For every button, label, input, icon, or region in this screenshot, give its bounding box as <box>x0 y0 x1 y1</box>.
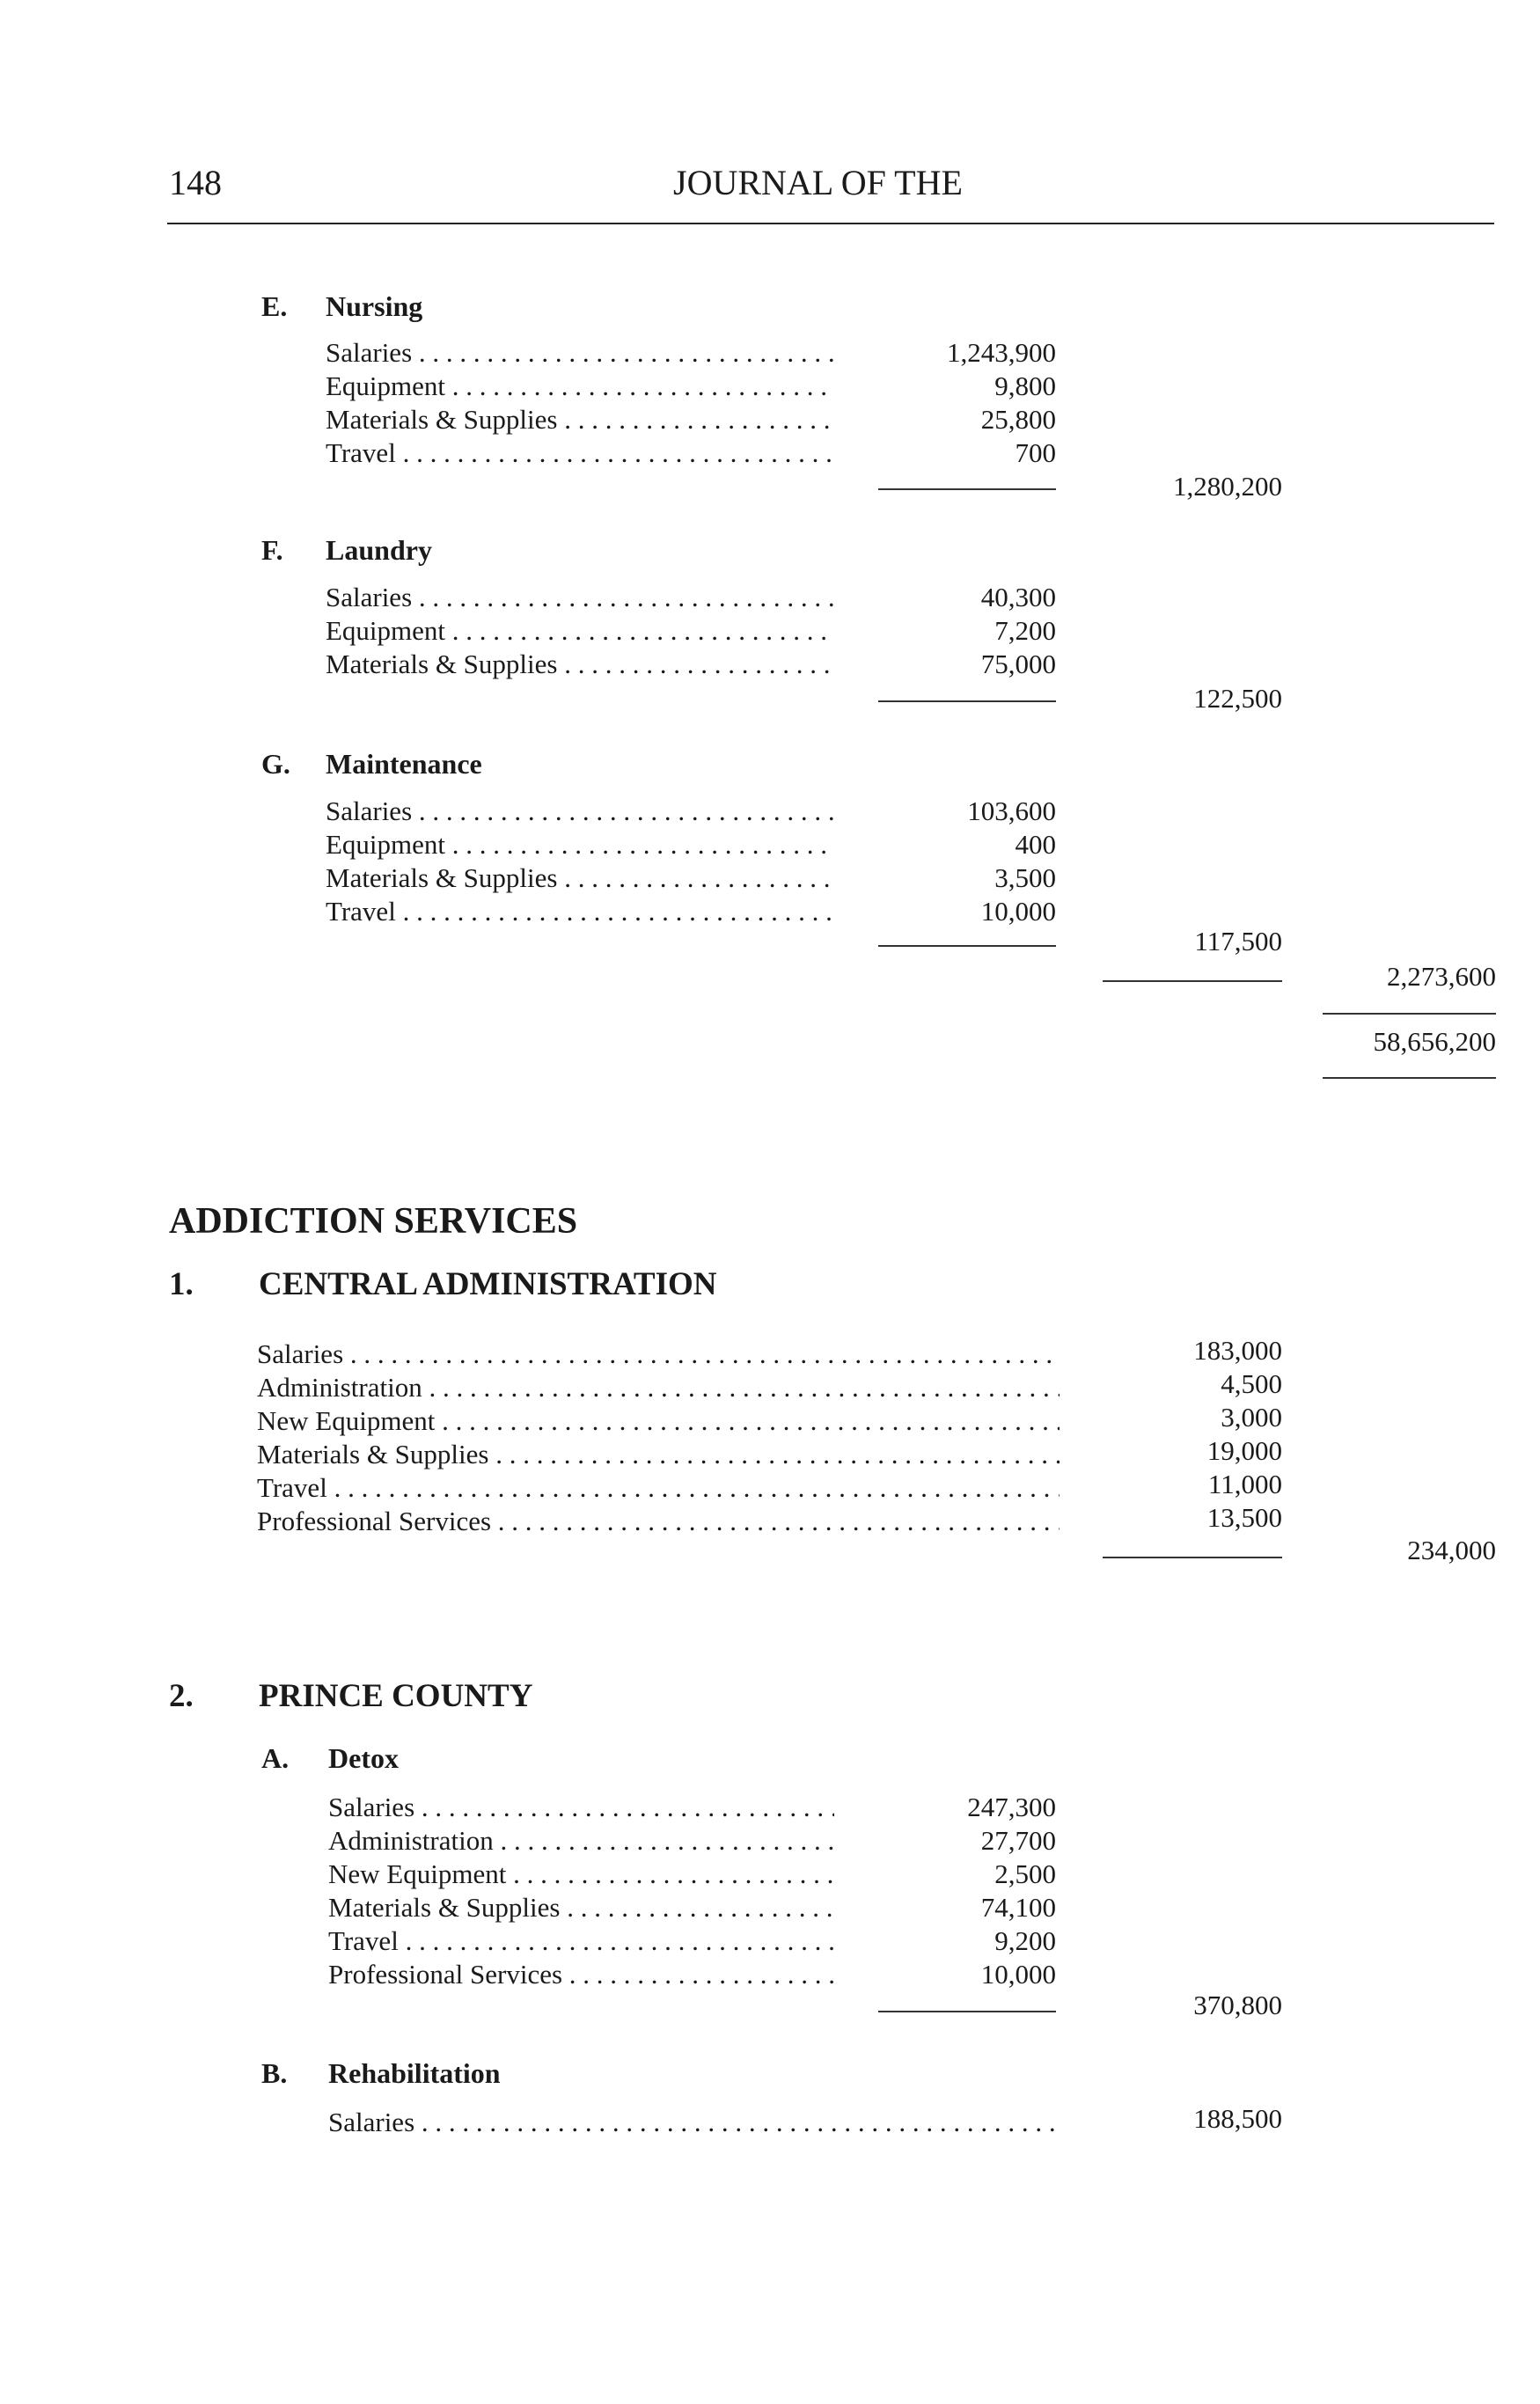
line-item-label: Travel . . . <box>328 1925 834 1957</box>
subsection-title: PRINCE COUNTY <box>259 1678 533 1714</box>
section-title-detox: Detox <box>328 1742 399 1774</box>
subsection-total: 234,000 <box>1407 1535 1496 1565</box>
total-rule <box>1323 1013 1496 1015</box>
subtotal-rule <box>1103 1557 1282 1558</box>
line-item-label: Salaries . . . <box>326 582 834 613</box>
line-item-label: Equipment . . . <box>326 829 834 861</box>
page-number: 148 <box>169 163 222 202</box>
line-item-amount: 247,300 <box>967 1792 1056 1822</box>
header-rule <box>167 223 1494 224</box>
subtotal-rule <box>878 2011 1056 2012</box>
line-item-label: Professional Services . . . <box>257 1506 1060 1537</box>
line-item-amount: 9,200 <box>994 1925 1056 1956</box>
line-item-label: Materials & Supplies . . . <box>257 1439 1060 1470</box>
subsection-title: CENTRAL ADMINISTRATION <box>259 1266 717 1302</box>
line-item-amount: 3,000 <box>1221 1402 1282 1433</box>
line-item-label: Salaries . . . <box>328 2107 1060 2138</box>
line-item-label: Salaries . . . <box>257 1338 1060 1370</box>
section-letter-g: G. <box>261 748 290 780</box>
line-item-amount: 40,300 <box>980 582 1056 612</box>
line-item-label: Materials & Supplies . . . <box>328 1892 834 1924</box>
line-item-label: Salaries . . . <box>326 795 834 827</box>
line-item-amount: 19,000 <box>1206 1435 1282 1466</box>
line-item-amount: 9,800 <box>994 370 1056 401</box>
line-item-label: Equipment . . . <box>326 615 834 647</box>
group-total: 2,273,600 <box>1387 961 1496 992</box>
section-title-maintenance: Maintenance <box>326 748 482 780</box>
line-item-amount: 103,600 <box>967 795 1056 826</box>
section-subtotal: 370,800 <box>1193 1990 1282 2020</box>
subtotal-rule <box>878 488 1056 490</box>
grand-total: 58,656,200 <box>1373 1026 1496 1057</box>
line-item-amount: 183,000 <box>1193 1335 1282 1366</box>
subsection-number: 2. <box>169 1678 194 1714</box>
total-rule <box>1323 1077 1496 1079</box>
subtotal-rule <box>878 945 1056 947</box>
line-item-amount: 75,000 <box>980 649 1056 679</box>
running-title: JOURNAL OF THE <box>673 163 963 202</box>
line-item-label: Equipment . . . <box>326 370 834 402</box>
section-subtotal: 117,500 <box>1194 926 1282 956</box>
section-title-laundry: Laundry <box>326 534 432 566</box>
line-item-amount: 3,500 <box>994 862 1056 893</box>
line-item-label: Travel . . . <box>257 1472 1060 1504</box>
line-item-label: Travel . . . <box>326 437 834 469</box>
section-letter-e: E. <box>261 290 288 322</box>
section-letter-f: F. <box>261 534 283 566</box>
line-item-amount: 25,800 <box>980 404 1056 435</box>
section-title-rehabilitation: Rehabilitation <box>328 2057 501 2089</box>
section-heading: ADDICTION SERVICES <box>169 1201 578 1242</box>
line-item-amount: 13,500 <box>1206 1502 1282 1533</box>
subtotal-rule <box>1103 980 1282 982</box>
line-item-amount: 27,700 <box>980 1825 1056 1856</box>
line-item-label: Materials & Supplies . . . <box>326 862 834 894</box>
section-subtotal: 122,500 <box>1193 683 1282 714</box>
line-item-label: Professional Services . . . <box>328 1959 834 1990</box>
line-item-amount: 7,200 <box>994 615 1056 646</box>
line-item-amount: 2,500 <box>994 1858 1056 1889</box>
line-item-label: Administration . . . <box>328 1825 834 1857</box>
subtotal-rule <box>878 700 1056 702</box>
line-item-amount: 11,000 <box>1207 1469 1282 1499</box>
line-item-amount: 188,500 <box>1193 2103 1282 2134</box>
line-item-label: New Equipment . . . <box>328 1858 834 1890</box>
line-item-label: Salaries . . . <box>328 1792 834 1823</box>
line-item-amount: 10,000 <box>980 1959 1056 1990</box>
line-item-amount: 10,000 <box>980 896 1056 927</box>
line-item-label: Administration . . . <box>257 1372 1060 1404</box>
line-item-amount: 4,500 <box>1221 1368 1282 1399</box>
line-item-amount: 1,243,900 <box>947 337 1056 368</box>
section-title-nursing: Nursing <box>326 290 423 322</box>
line-item-amount: 74,100 <box>980 1892 1056 1923</box>
line-item-label: Materials & Supplies . . . <box>326 404 834 436</box>
section-subtotal: 1,280,200 <box>1173 471 1282 502</box>
line-item-label: Travel . . . <box>326 896 834 927</box>
subsection-number: 1. <box>169 1266 194 1302</box>
line-item-amount: 700 <box>1015 437 1056 468</box>
section-letter-a: A. <box>261 1742 290 1774</box>
line-item-label: Salaries . . . <box>326 337 834 369</box>
line-item-label: Materials & Supplies . . . <box>326 649 834 680</box>
line-item-label: New Equipment . . . <box>257 1405 1060 1437</box>
line-item-amount: 400 <box>1015 829 1056 860</box>
section-letter-b: B. <box>261 2057 288 2089</box>
